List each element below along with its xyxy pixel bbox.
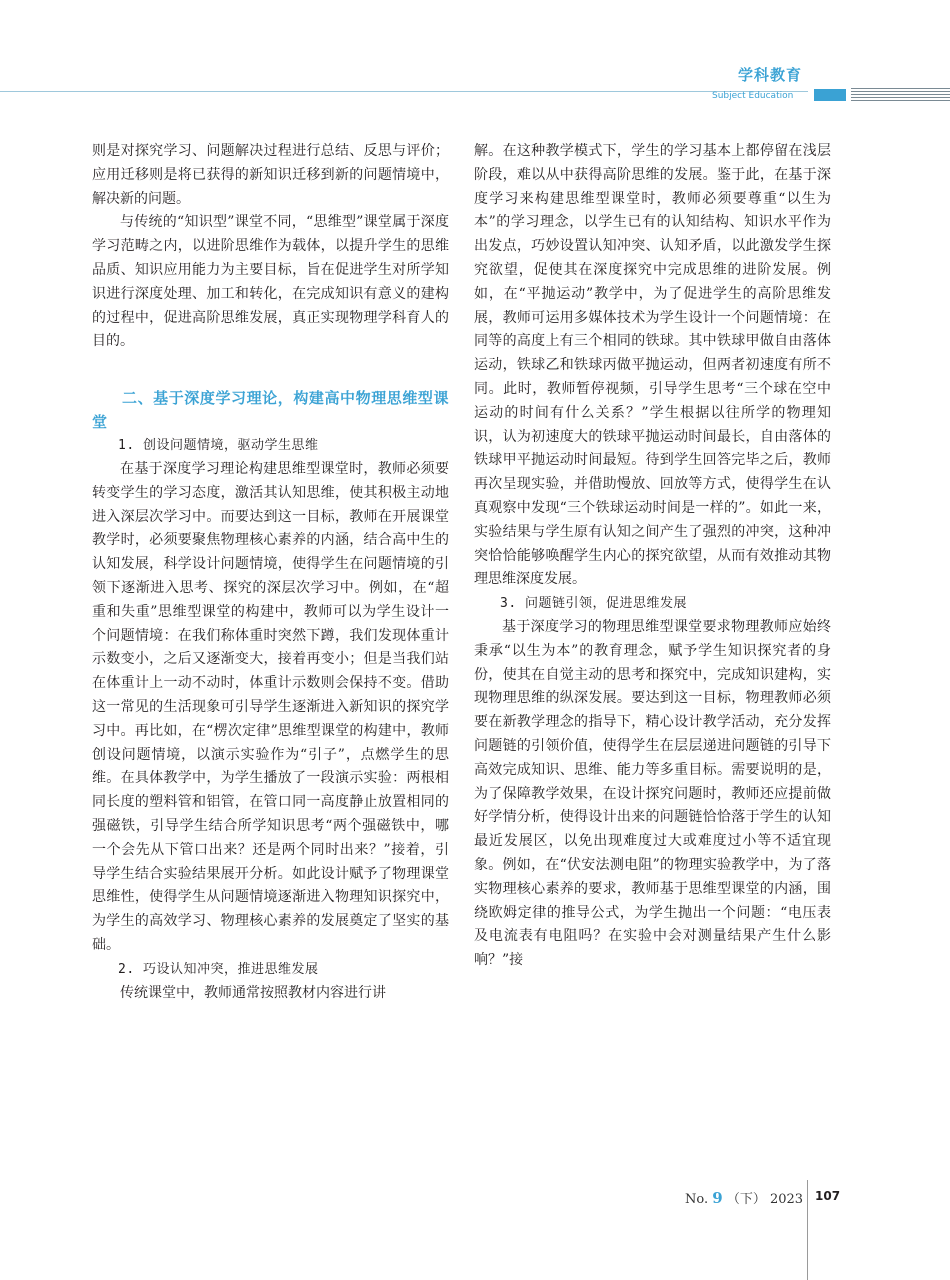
- right-column: [474, 140, 831, 973]
- paragraph: 基于深度学习的物理思维型课堂要求物理教师应始终秉承“以生为本”的教育理念，赋予学生知识探究者的身份，使其在自觉主动的思考和探究中，完成知识建构，实现物理思维的纵深发展。要达到这一目标，物理教师必须要在新教学理念的指导下，精心设计教学活动，充分发挥问题链的引领价值，使得学生在层层递进问题链的引导下高效完成知识、思维、能力等多重目标。需要说明的是，为了保障教学效果，在设计探究问题时，教师还应提前做好学情分析，使得设计出来的问题链恰恰落于学生的认知最近发展区，以免出现难度过大或难度过小等不适宜现象。例如，在“伏安法测电阻”的物理实验教学中，为了落实物理核心素养的要求，教师基于思维型课堂的内涵，围绕欧姆定律的推导公式，为学生抛出一个问题：“电压表及电流表有电阻吗？在实验中会对测量结果产生什么影响？”接: [474, 618, 831, 969]
- header-rule: [0, 91, 808, 92]
- paragraph: 在基于深度学习理论构建思维型课堂时，教师必须要转变学生的学习态度，激活其认知思维，使其积极主动地进入深层次学习中。而要达到这一目标，教师在开展课堂教学时，必须要聚焦物理核心素养的内涵，结合高中生的认知发展，科学设计问题情境，使得学生在问题情境的引领下逐渐进入思考、探究的深层次学习中。例如，在“超重和失重”思维型课堂的构建中，教师可以为学生设计一个问题情境：在我们称体重时突然下蹲，我们发现体重计示数变小，之后又逐渐变大，接着再变小；但是当我们站在体重计上一动不动时，体重计示数则会保持不变。借助这一常见的生活现象可引导学生逐渐进入新知识的探究学习中。再比如，在“楞次定律”思维型课堂的构建中，教师创设问题情境，以演示实验作为“引子”，点燃学生的思维。在具体教学中，为学生播放了一段演示实验：两根相同长度的塑料管和铝管，在管口同一高度静止放置相同的强磁铁，引导学生结合所学知识思考“两个强磁铁中，哪一个会先从下管口出来？还是两个同时出来？”接着，引导学生结合实验结果展开分析。如此设计赋予了物理课堂思维性，使得学生从问题情境逐渐进入物理知识探究中，为学生的高效学习、物理核心素养的发展奠定了坚实的基础。: [92, 460, 449, 953]
- paragraph: 传统课堂中，教师通常按照教材内容进行讲: [120, 984, 386, 1001]
- subsection-heading: 1. 创设问题情境，驱动学生思维: [118, 438, 319, 454]
- journal-section-subtitle: Subject Education: [712, 91, 794, 101]
- issue-info: [685, 1188, 803, 1207]
- issue-number: 9: [712, 1189, 723, 1207]
- paragraph: 则是对探究学习、问题解决过程进行总结、反思与评价；应用迁移则是将已获得的新知识迁移到新的问题情境中，解决新的问题。: [92, 143, 449, 207]
- issue-no-label: No.: [685, 1192, 709, 1207]
- journal-section-title: 学科教育: [738, 66, 803, 84]
- header-accent-bar: [814, 89, 846, 101]
- paragraph: 解。在这种教学模式下，学生的学习基本上都停留在浅层阶段，难以从中获得高阶思维的发展。鉴于此，在基于深度学习来构建思维型课堂时，教师必须要尊重“以生为本”的学习理念，以学生已有的认知结构、知识水平作为出发点，巧妙设置认知冲突、认知矛盾，以此激发学生探究欲望，促使其在深度探究中完成思维的进阶发展。例如，在“平抛运动”教学中，为了促进学生的高阶思维发展，教师可运用多媒体技术为学生设计一个问题情境：在同等的高度上有三个相同的铁球。其中铁球甲做自由落体运动，铁球乙和铁球丙做平抛运动，但两者初速度有所不同。此时，教师暂停视频，引导学生思考“三个球在空中运动的时间有什么关系？”学生根据以往所学的物理知识，认为初速度大的铁球平抛运动时间最长，自由落体的铁球甲平抛运动时间最短。待到学生回答完毕之后，教师再次呈现实验，并借助慢放、回放等方式，使得学生在认真观察中发现“三个铁球运动时间是一样的”。如此一来，实验结果与学生原有认知之间产生了强烈的冲突，这种冲突恰恰能够唤醒学生内心的探究欲望，从而有效推动其物理思维深度发展。: [474, 143, 831, 588]
- subsection-heading: 2. 巧设认知冲突，推进思维发展: [118, 961, 319, 977]
- left-column: [92, 140, 449, 1005]
- page-number: 107: [815, 1189, 841, 1203]
- issue-part: （下）: [726, 1192, 766, 1207]
- footer-divider: [807, 1180, 808, 1280]
- header-stripe-decoration: [851, 88, 950, 102]
- paragraph: 与传统的“知识型”课堂不同，“思维型”课堂属于深度学习范畴之内，以进阶思维作为载体，以提升学生的思维品质、知识应用能力为主要目标，旨在促进学生对所学知识进行深度处理、加工和转化，在完成知识有意义的建构的过程中，促进高阶思维发展，真正实现物理学科育人的目的。: [92, 214, 449, 350]
- issue-year: 2023: [769, 1192, 804, 1207]
- subsection-heading: 3. 问题链引领，促进思维发展: [500, 596, 687, 612]
- section-heading: 二、基于深度学习理论，构建高中物理思维型课堂: [92, 389, 449, 432]
